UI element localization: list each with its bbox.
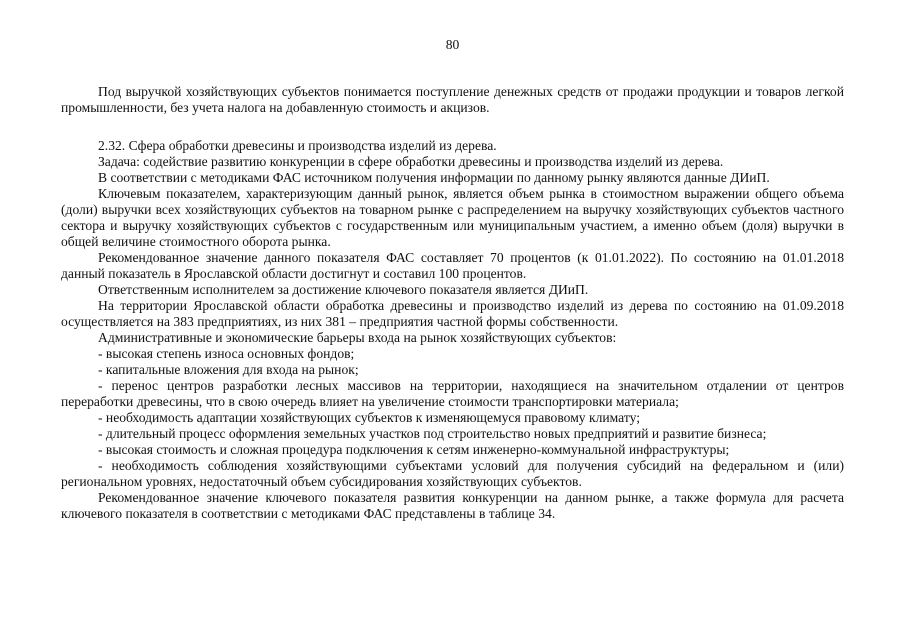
- barrier-list-item: - высокая степень износа основных фондов;: [98, 346, 355, 361]
- barrier-list-item: - длительный процесс оформления земельных участков под строительство новых предприятий и развитие бизнеса;: [98, 426, 767, 441]
- section-heading: 2.32. Сфера обработки древесины и производства изделий из дерева.: [98, 138, 497, 153]
- barrier-list-item: - высокая стоимость и сложная процедура подключения к сетям инженерно-коммунальной инфраструктуры;: [98, 442, 730, 457]
- paragraph-key-indicator: Ключевым показателем, характеризующим данный рынок, является объем рынка в стоимостном выражении общего объема (доли) выручки всех хозяйствующих субъектов на товарном рынке с распределением на выручку хозяйствующих субъектов частного сектора и выручку хозяйствующих субъектов с государственным или муниципальным участием, а именно объем (доля) выручки в общей величине стоимостного оборота рынка.: [61, 186, 844, 249]
- paragraph-responsible: Ответственным исполнителем за достижение ключевого показателя является ДИиП.: [98, 282, 589, 297]
- paragraph-table-reference: Рекомендованное значение ключевого показателя развития конкуренции на данном рынке, а также формула для расчета ключевого показателя в соответствии с методиками ФАС представлены в таблице 34.: [61, 490, 844, 521]
- paragraph-barriers-intro: Административные и экономические барьеры входа на рынок хозяйствующих субъектов:: [98, 330, 617, 345]
- paragraph-recommended-value: Рекомендованное значение данного показателя ФАС составляет 70 процентов (к 01.01.2022). По состоянию на 01.01.2018 данный показатель в Ярославской области достигнут и составил 100 процентов.: [61, 250, 844, 281]
- section-2-32: [61, 138, 844, 522]
- paragraph-task: Задача: содействие развитию конкуренции в сфере обработки древесины и производства изделий из дерева.: [98, 154, 724, 169]
- barrier-list-item: - перенос центров разработки лесных массивов на территории, находящиеся на значительном отдалении от центров переработки древесины, что в свою очередь влияет на увеличение стоимости транспортировки материала;: [61, 378, 844, 409]
- barrier-list-item: - капитальные вложения для входа на рынок;: [98, 362, 359, 377]
- paragraph-enterprises: На территории Ярославской области обработка древесины и производство изделий из дерева по состоянию на 01.09.2018 осуществляется на 383 предприятиях, из них 381 – предприятия частной формы собственности.: [61, 298, 844, 329]
- paragraph-info-source: В соответствии с методиками ФАС источником получения информации по данному рынку являются данные ДИиП.: [98, 170, 770, 185]
- paragraph-revenue-definition: Под выручкой хозяйствующих субъектов понимается поступление денежных средств от продажи продукции и товаров легкой промышленности, без учета налога на добавленную стоимость и акцизов.: [61, 84, 844, 115]
- barrier-list-item: - необходимость адаптации хозяйствующих субъектов к изменяющемуся правовому климату;: [98, 410, 641, 425]
- intro-section: [61, 84, 844, 116]
- barrier-list-item: - необходимость соблюдения хозяйствующими субъектами условий для получения субсидий на федеральном и (или) региональном уровнях, недостаточный объем субсидирования хозяйствующих субъектов.: [61, 458, 844, 489]
- page-number: 80: [445, 37, 460, 52]
